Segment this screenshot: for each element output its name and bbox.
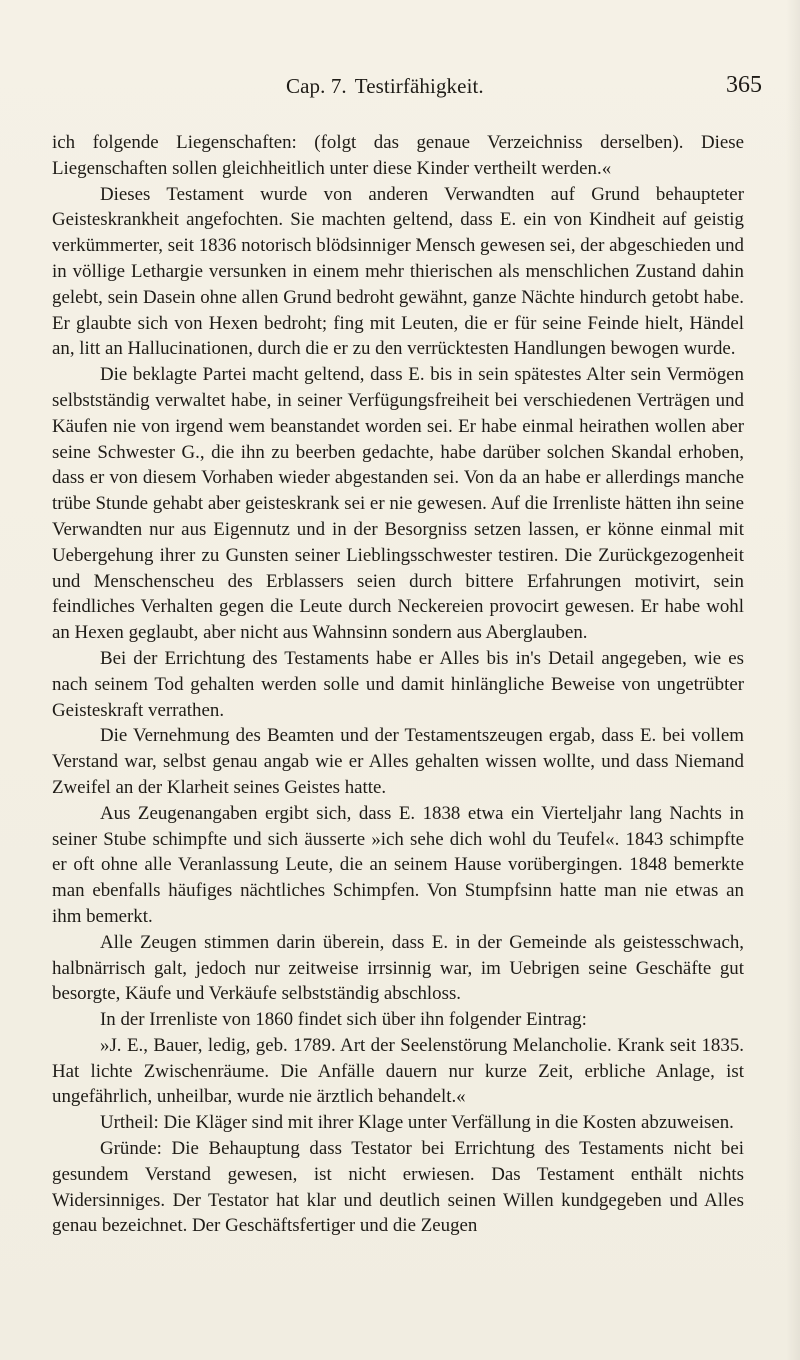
page-edge-shadow (786, 0, 800, 1360)
paragraph-continuation: ich folgende Liegenschaften: (folgt das genaue Verzeichniss derselben). Diese Liegenschaften sollen gleichheitlich unter diese Kinder vertheilt werden.« (52, 132, 744, 179)
paragraph-witness-agreement: Alle Zeugen stimmen darin überein, dass E. in der Gemeinde als geistesschwach, halbnärrisch galt, jedoch nur zeitweise irrsinnig war, im Uebrigen seine Geschäfte gut besorgte, Käufe und Verkäufe selbstständig abschloss. (52, 931, 744, 1005)
paragraph-witness-statements: Aus Zeugenangaben ergibt sich, dass E. 1838 etwa ein Vierteljahr lang Nachts in seiner Stube schimpfte und sich äusserte »ich sehe dich wohl du Teufel«. 1843 schimpfte er oft ohne alle Veranlassung Leute, die an seinem Hause vorübergingen. 1848 bemerkte man ebenfalls häufiges nächtliches Schimpfen. Von Stumpfsinn hatte man nie etwas an ihm bemerkt. (52, 802, 744, 927)
running-header (286, 74, 484, 99)
paragraph-challenge: Dieses Testament wurde von anderen Verwandten auf Grund behaupteter Geisteskrankheit angefochten. Sie machten geltend, dass E. ein von Kindheit auf geistig verkümmerter, seit 1836 notorisch blödsinniger Mensch gewesen sei, der abgeschieden und in völlige Lethargie versunken in einem mehr thierischen als menschlichen Zustand dahin gelebt, sein Dasein ohne allen Grund bedroht gewähnt, ganze Nächte hindurch getobt habe. Er glaubte sich von Hexen bedroht; fing mit Leuten, die er für seine Feinde hielt, Händel an, litt an Hallucinationen, durch die er zu den verrücktesten Handlungen bewogen wurde. (52, 183, 744, 360)
paragraph-register-intro: In der Irrenliste von 1860 findet sich über ihn folgender Eintrag: (100, 1009, 587, 1031)
paragraph-hearing: Die Vernehmung des Beamten und der Testamentszeugen ergab, dass E. bei vollem Verstand war, selbst genau angab wie er Alles gehalten wissen wollte, und dass Niemand Zweifel an der Klarheit seines Geistes hatte. (52, 725, 744, 798)
paragraph-judgment: Urtheil: Die Kläger sind mit ihrer Klage unter Verfällung in die Kosten abzuweisen. (100, 1112, 734, 1134)
page-number: 365 (726, 72, 762, 98)
paragraph-register-entry: »J. E., Bauer, ledig, geb. 1789. Art der Seelenstörung Melancholie. Krank seit 1835. Hat lichte Zwischenräume. Die Anfälle dauern nur kurze Zeit, erbliche Anlage, ist ungefährlich, unheilbar, wurde nie ärztlich behandelt.« (52, 1034, 744, 1108)
paragraph-reasons: Gründe: Die Behauptung dass Testator bei Errichtung des Testaments nicht bei gesundem Verstand gewesen, ist nicht erwiesen. Das Testament enthält nichts Widersinniges. Der Testator hat klar und deutlich seinen Willen kundgegeben und Alles genau bezeichnet. Der Geschäftsfertiger und die Zeugen (52, 1138, 744, 1237)
paragraph-testament-details: Bei der Errichtung des Testaments habe er Alles bis in's Detail angegeben, wie es nach seinem Tod gehalten werden solle und damit hinlängliche Beweise von ungetrübter Geisteskraft verrathen. (52, 647, 744, 721)
body-text (52, 130, 744, 1239)
paragraph-defense: Die beklagte Partei macht geltend, dass E. bis in sein spätestes Alter sein Vermögen selbstständig verwaltet habe, in seiner Verfügungsfreiheit bei verschiedenen Verträgen und Käufen nie von irgend wem beanstandet worden sei. Er habe einmal heirathen wollen aber seine Schwester G., die ihn zu beerben gedachte, habe darüber solchen Skandal erhoben, dass er von diesem Vorhaben wieder abgestanden sei. Von da an habe er allerdings manche trübe Stunde gehabt aber geisteskrank sei er nie gewesen. Auf die Irrenliste hätten ihn seine Verwandten nur aus Eigennutz und in der Besorgniss setzen lassen, er könne einmal mit Uebergehung ihrer zu Gunsten seiner Lieblingsschwester testiren. Die Zurückgezogenheit und Menschenscheu des Erblassers seien durch bittere Erfahrungen motivirt, sein feindliches Verhalten gegen die Leute durch Neckereien provocirt gewesen. Er habe wohl an Hexen geglaubt, aber nicht aus Wahnsinn sondern aus Aberglauben. (52, 364, 744, 644)
chapter-label: Cap. 7. (286, 74, 347, 98)
chapter-title: Testirfähigkeit. (354, 74, 484, 98)
